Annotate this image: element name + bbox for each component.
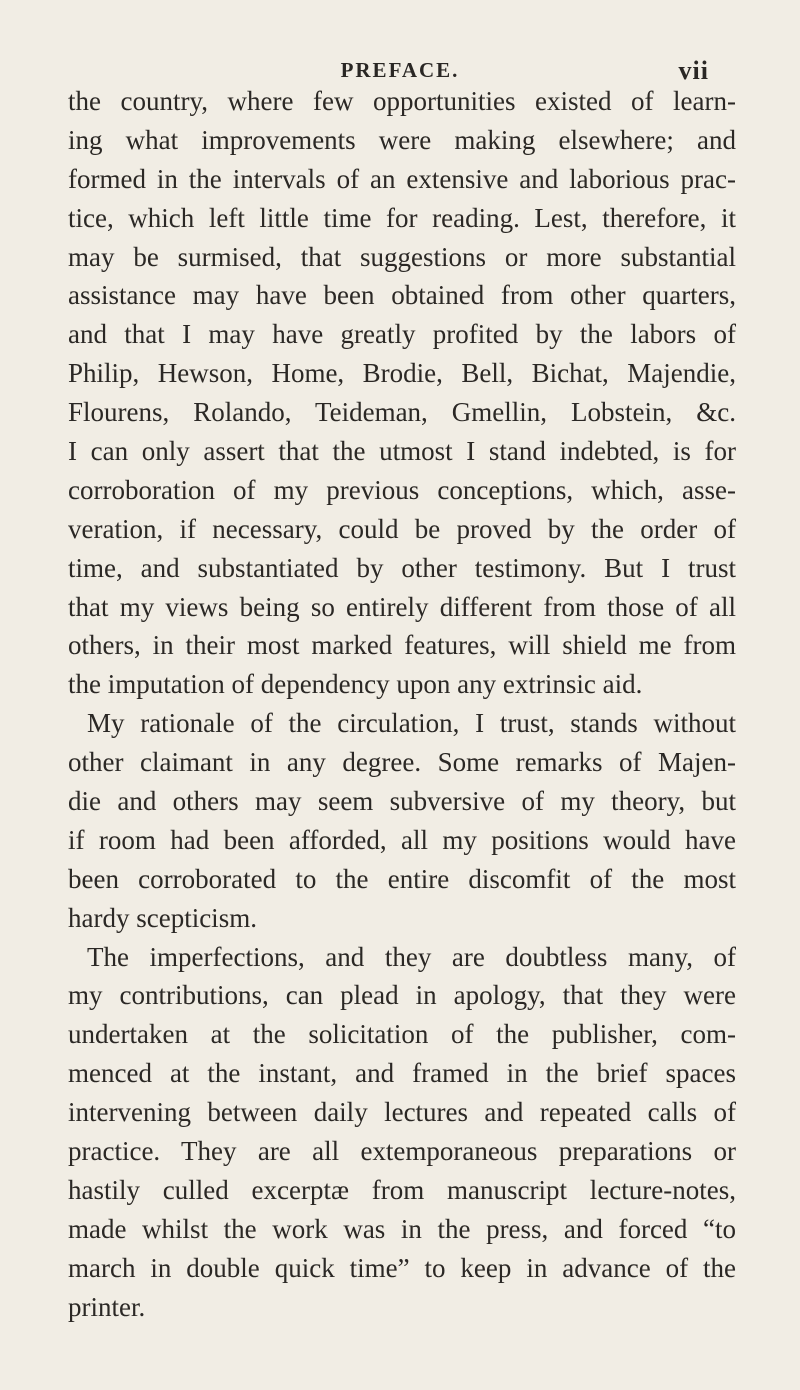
text-line: hastily culled excerptæ from manuscript lecture-notes, (68, 1174, 736, 1205)
text-line: tice, which left little time for reading. Lest, therefore, it (68, 202, 736, 233)
paragraph-start-line: The imperfections, and they are doubtless many, of (87, 941, 736, 972)
paragraph-start-line: My rationale of the circulation, I trust, stands without (87, 708, 736, 739)
text-line: been corroborated to the entire discomfit of the most (68, 863, 736, 894)
text-line: assistance may have been obtained from other quarters, (68, 280, 736, 311)
text-line: Flourens, Rolando, Teideman, Gmellin, Lobstein, &c. (68, 397, 736, 428)
text-line: my contributions, can plead in apology, that they were (68, 980, 736, 1011)
text-line: made whilst the work was in the press, and forced “to (68, 1213, 736, 1244)
text-line: ing what improvements were making elsewhere; and (68, 124, 736, 155)
text-line: may be surmised, that suggestions or more substantial (68, 241, 736, 272)
text-line: corroboration of my previous conceptions, which, asse- (68, 474, 736, 505)
text-line: die and others may seem subversive of my theory, but (68, 786, 736, 817)
paragraph-end-line: the imputation of dependency upon any extrinsic aid. (68, 669, 643, 700)
text-line: Philip, Hewson, Home, Brodie, Bell, Bichat, Majendie, (68, 358, 736, 389)
paragraph-end-line: printer. (68, 1291, 146, 1322)
text-line: undertaken at the solicitation of the publisher, com- (68, 1019, 736, 1050)
text-line: menced at the instant, and framed in the brief spaces (68, 1058, 736, 1089)
text-line: time, and substantiated by other testimony. But I trust (68, 552, 736, 583)
text-line: intervening between daily lectures and repeated calls of (68, 1097, 736, 1128)
text-line: that my views being so entirely different from those of all (68, 591, 736, 622)
text-line: formed in the intervals of an extensive and laborious prac- (68, 163, 736, 194)
running-title: PREFACE. (340, 58, 460, 82)
text-line: march in double quick time” to keep in advance of the (68, 1252, 736, 1283)
body-text (68, 82, 736, 1327)
text-line: if room had been afforded, all my positions would have (68, 824, 736, 855)
text-line: veration, if necessary, could be proved by the order of (68, 513, 736, 544)
text-line: and that I may have greatly profited by the labors of (68, 319, 736, 350)
text-line: the country, where few opportunities existed of learn- (68, 86, 736, 116)
text-line: practice. They are all extemporaneous preparations or (68, 1136, 736, 1167)
paragraph-end-line: hardy scepticism. (68, 902, 257, 933)
text-line: I can only assert that the utmost I stand indebted, is for (68, 436, 736, 467)
page-number: vii (678, 56, 709, 85)
text-line: other claimant in any degree. Some remarks of Majen- (68, 747, 736, 778)
text-line: others, in their most marked features, will shield me from (68, 630, 736, 661)
